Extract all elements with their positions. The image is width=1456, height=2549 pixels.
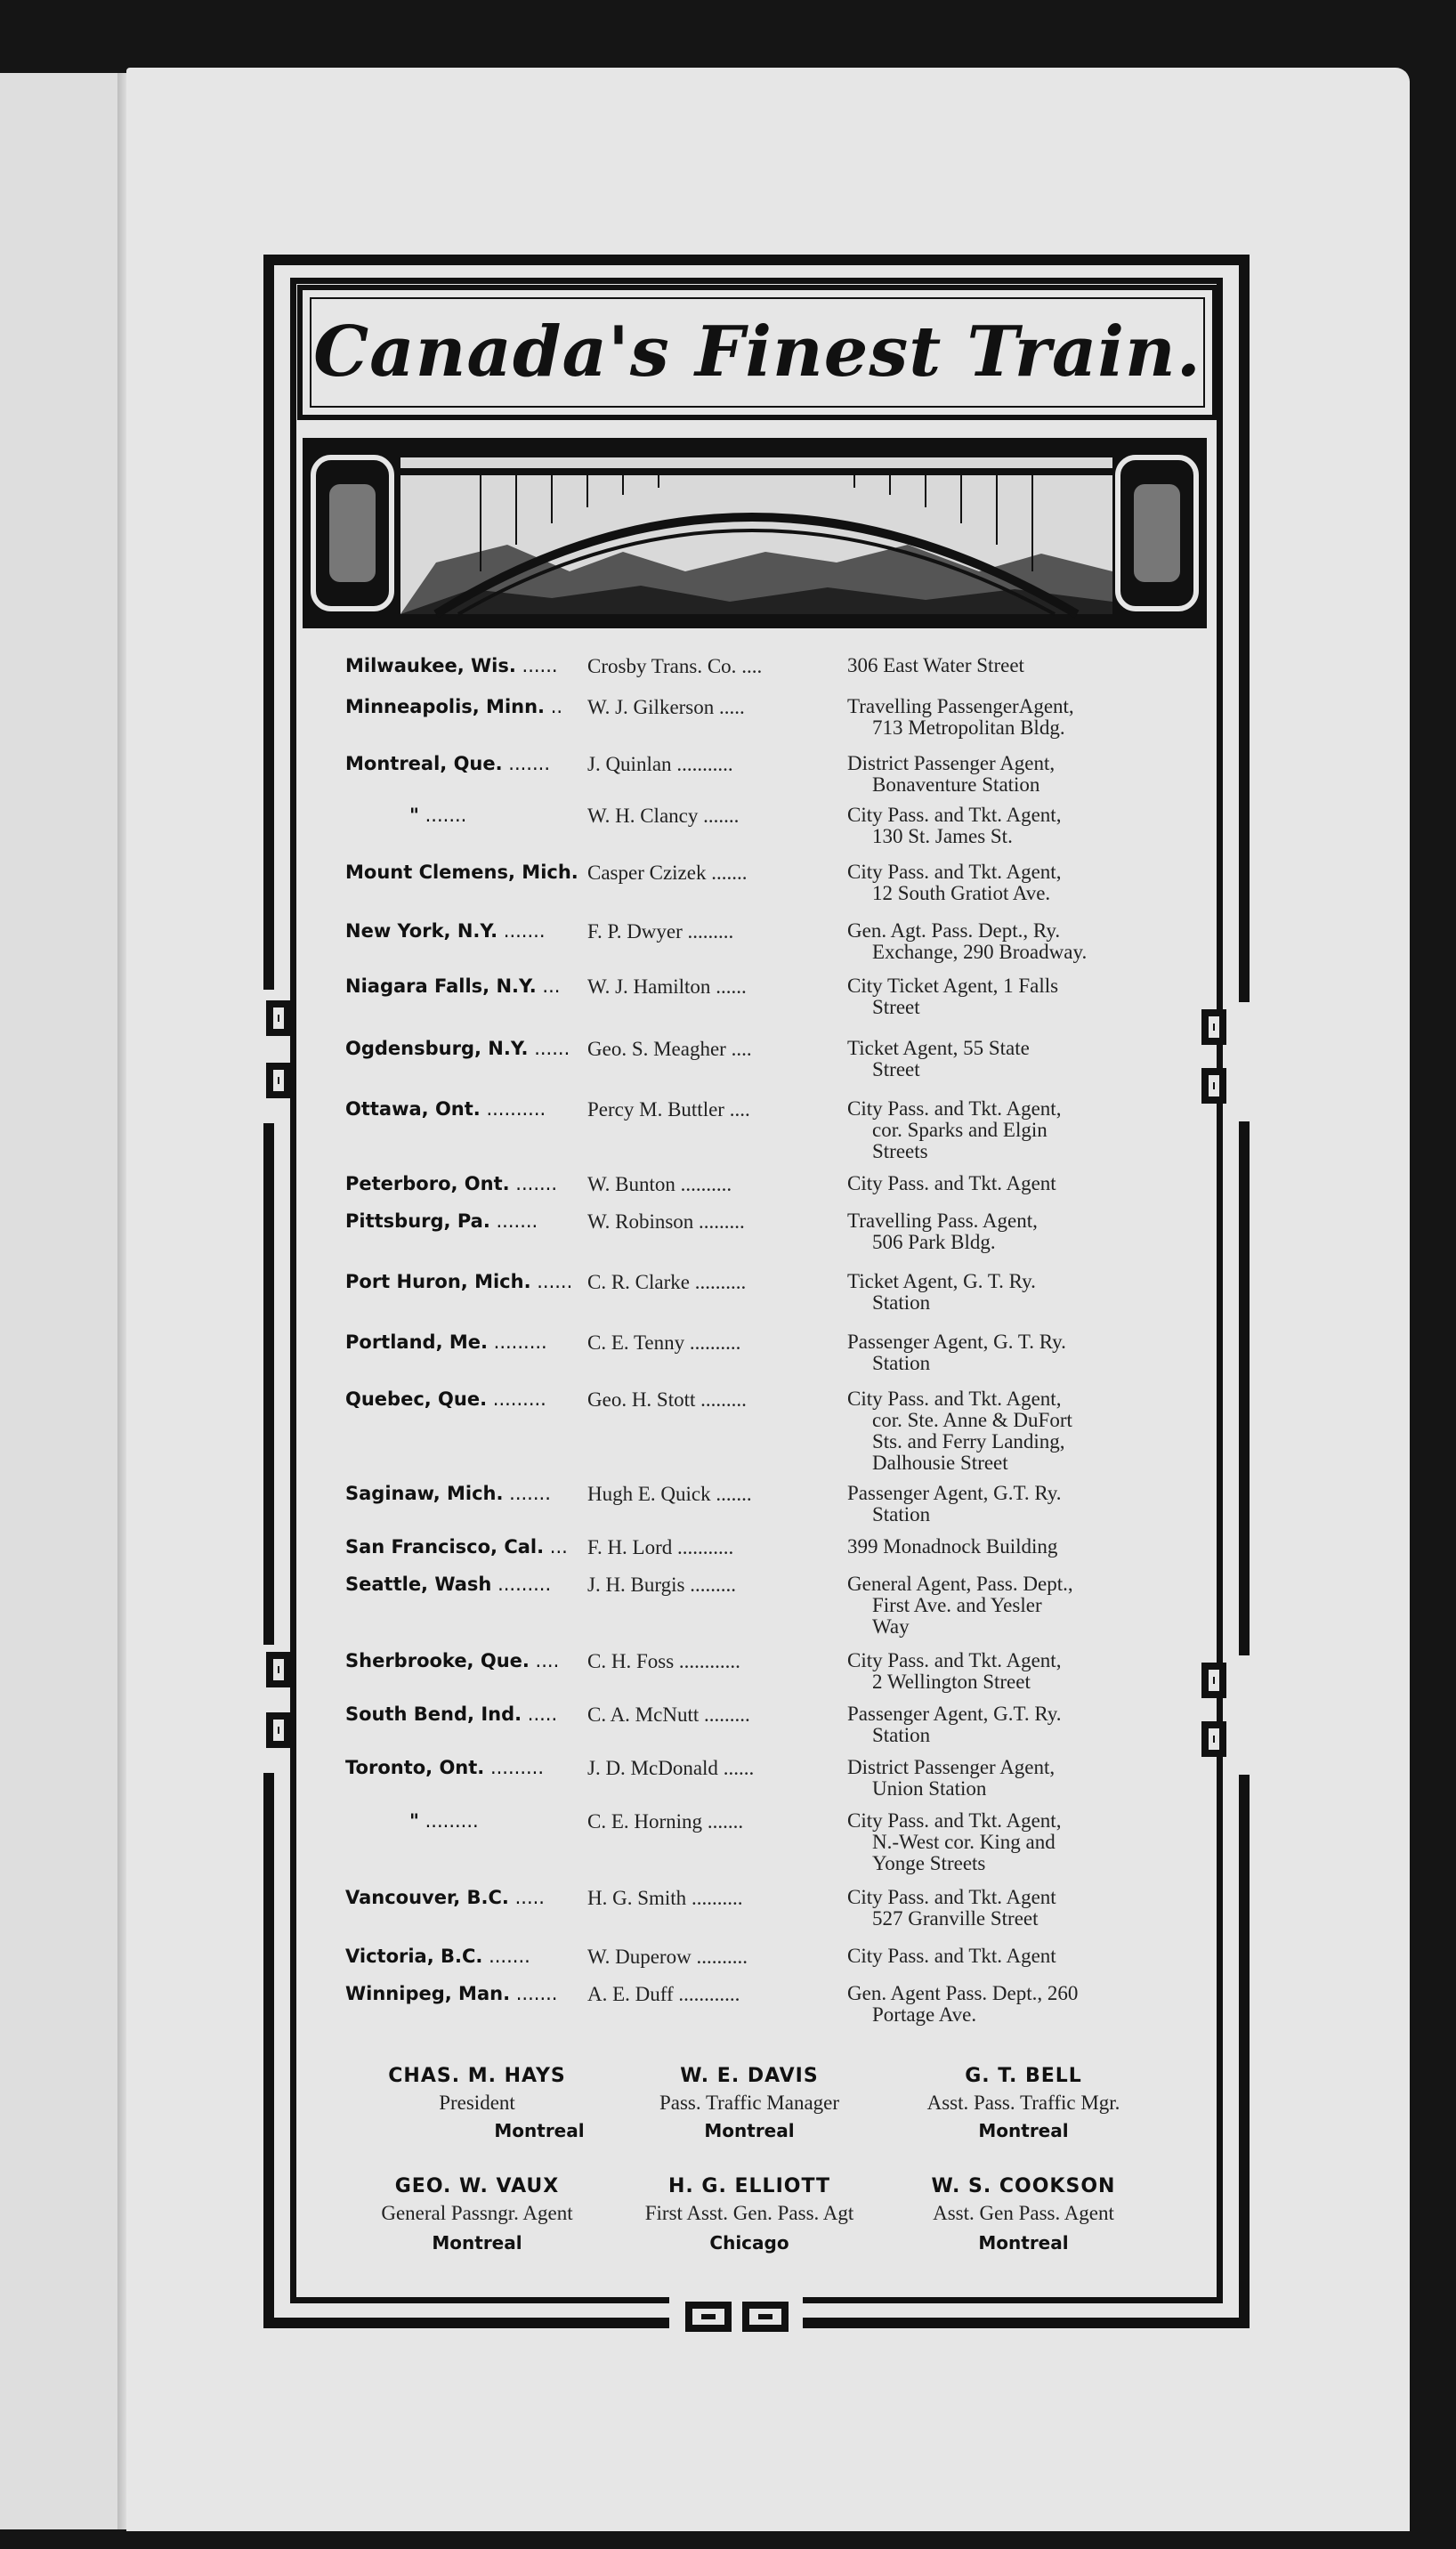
agent-name: Geo. S. Meagher .... bbox=[587, 1038, 752, 1060]
agent-city: Quebec, Que. ......... bbox=[345, 1388, 546, 1410]
official-name: GEO. W. VAUX bbox=[394, 2175, 560, 2197]
agent-title-line: First Ave. and Yesler bbox=[872, 1594, 1042, 1616]
agent-title-line: 506 Park Bldg. bbox=[872, 1231, 996, 1253]
agent-city: San Francisco, Cal. ... bbox=[345, 1536, 568, 1558]
agent-title-line: Passenger Agent, G.T. Ry. bbox=[847, 1703, 1062, 1725]
agent-title bbox=[847, 1331, 1164, 1374]
agent-title bbox=[847, 1946, 1164, 1967]
agent-title bbox=[847, 1574, 1164, 1638]
agent-name: F. P. Dwyer ......... bbox=[587, 920, 734, 943]
dot-leader: .......... bbox=[675, 1173, 732, 1195]
dot-leader: ....... bbox=[509, 1173, 558, 1194]
agent-name: W. J. Hamilton ...... bbox=[587, 975, 747, 998]
dot-leader: ......... bbox=[699, 1703, 750, 1726]
agent-name: C. A. McNutt ......... bbox=[587, 1703, 750, 1726]
left-page bbox=[0, 73, 126, 2529]
agent-title bbox=[847, 1210, 1164, 1253]
agent-title-line: District Passenger Agent, bbox=[847, 752, 1056, 774]
agent-title-line: Sts. and Ferry Landing, bbox=[872, 1430, 1065, 1453]
agent-title-line: City Pass. and Tkt. Agent, bbox=[847, 1809, 1062, 1832]
agent-title bbox=[847, 1038, 1164, 1080]
dot-leader: ......... bbox=[484, 1757, 545, 1778]
dot-leader: .......... bbox=[690, 1271, 747, 1293]
agent-name: Geo. H. Stott ......... bbox=[587, 1388, 747, 1411]
official-name: H. G. ELLIOTT bbox=[668, 2175, 830, 2197]
dot-leader: .......... bbox=[480, 1098, 546, 1120]
agent-title-line: City Pass. and Tkt. Agent, bbox=[847, 804, 1062, 826]
dot-leader: ......... bbox=[418, 1810, 479, 1832]
agent-title-line: Ticket Agent, 55 State bbox=[847, 1037, 1030, 1059]
agent-name: W. Bunton .......... bbox=[587, 1173, 732, 1195]
agent-title-line: Yonge Streets bbox=[872, 1852, 986, 1874]
agent-title bbox=[847, 753, 1164, 796]
official-title: General Passngr. Agent bbox=[381, 2202, 573, 2224]
bridge-illustration bbox=[303, 438, 1207, 628]
page-title: Canada's Finest Train. bbox=[313, 312, 1201, 392]
agent-title-line: City Pass. and Tkt. Agent bbox=[847, 1886, 1056, 1908]
agent-title-line: City Pass. and Tkt. Agent bbox=[847, 1172, 1056, 1194]
ornament-block bbox=[742, 2302, 789, 2332]
agent-title-line: 130 St. James St. bbox=[872, 825, 1013, 847]
dot-leader: ....... bbox=[489, 1210, 538, 1232]
agent-title-line: Station bbox=[872, 1724, 931, 1746]
agent-title-line: Station bbox=[872, 1503, 931, 1525]
agent-city: Victoria, B.C. ....... bbox=[345, 1946, 530, 1967]
agent-title-line: Gen. Agent Pass. Dept., 260 bbox=[847, 1982, 1079, 2004]
agent-title-line: cor. Ste. Anne & DuFort bbox=[872, 1409, 1072, 1431]
official-title: First Asst. Gen. Pass. Agt bbox=[644, 2202, 854, 2224]
dot-leader: .... bbox=[724, 1098, 750, 1121]
official-name: W. E. DAVIS bbox=[680, 2065, 819, 2087]
agent-title-line: 399 Monadnock Building bbox=[847, 1535, 1058, 1558]
dot-leader: ......... bbox=[491, 1574, 552, 1595]
agent-title-line: 306 East Water Street bbox=[847, 654, 1024, 676]
dot-leader: ...... bbox=[515, 655, 558, 676]
agent-title-line: City Pass. and Tkt. Agent, bbox=[847, 1649, 1062, 1671]
dot-leader: .... bbox=[529, 1650, 560, 1671]
dot-leader: ... bbox=[536, 975, 561, 997]
dot-leader: ......... bbox=[695, 1388, 747, 1411]
agent-title bbox=[847, 805, 1164, 847]
agent-city: Niagara Falls, N.Y. ... bbox=[345, 975, 561, 997]
agent-title-line: Bonaventure Station bbox=[872, 773, 1040, 796]
dot-leader: ......... bbox=[693, 1210, 745, 1233]
agent-city: Seattle, Wash ......... bbox=[345, 1574, 552, 1595]
agent-name: J. D. McDonald ...... bbox=[587, 1757, 755, 1779]
agent-title-line: City Pass. and Tkt. Agent bbox=[847, 1945, 1056, 1967]
agent-title-line: City Pass. and Tkt. Agent, bbox=[847, 1388, 1062, 1410]
agent-name: C. E. Horning ....... bbox=[587, 1810, 744, 1833]
dot-leader: ...... bbox=[717, 1757, 755, 1779]
ornament-block bbox=[1201, 1721, 1226, 1757]
agent-title-line: 2 Wellington Street bbox=[872, 1671, 1031, 1693]
ornament-block bbox=[685, 2302, 732, 2332]
dot-leader: ......... bbox=[682, 920, 734, 943]
official-city: Montreal bbox=[432, 2232, 522, 2254]
official-city: Montreal bbox=[494, 2120, 585, 2141]
agent-city: Montreal, Que. ....... bbox=[345, 753, 550, 774]
agent-title-line: Passenger Agent, G. T. Ry. bbox=[847, 1331, 1066, 1353]
agent-title-line: 713 Metropolitan Bldg. bbox=[872, 716, 1065, 739]
dot-leader: .... bbox=[736, 655, 763, 677]
agent-name: F. H. Lord ........... bbox=[587, 1536, 734, 1558]
official-title: President bbox=[439, 2092, 515, 2114]
official-title: Asst. Pass. Traffic Mgr. bbox=[926, 2092, 1120, 2114]
agent-name: W. J. Gilkerson ..... bbox=[587, 696, 745, 718]
dot-leader: ..... bbox=[714, 696, 745, 718]
dot-leader: ....... bbox=[482, 1946, 530, 1967]
agent-city: Minneapolis, Minn. .. bbox=[345, 696, 563, 717]
agent-title-line: General Agent, Pass. Dept., bbox=[847, 1573, 1073, 1595]
agent-name: W. Robinson ......... bbox=[587, 1210, 745, 1233]
agent-name: C. E. Tenny .......... bbox=[587, 1331, 741, 1354]
agent-name: C. H. Foss ............ bbox=[587, 1650, 740, 1672]
dot-leader: ....... bbox=[502, 753, 550, 774]
agent-title bbox=[847, 1887, 1164, 1930]
dot-leader: ......... bbox=[684, 1574, 736, 1596]
agent-title-line: Travelling PassengerAgent, bbox=[847, 695, 1074, 717]
dot-leader: ....... bbox=[702, 1810, 744, 1833]
ornament-block bbox=[266, 1652, 291, 1687]
dot-leader: ....... bbox=[418, 805, 467, 826]
agent-city: Portland, Me. ......... bbox=[345, 1331, 547, 1353]
official-title: Pass. Traffic Manager bbox=[659, 2092, 840, 2114]
official-city: Montreal bbox=[978, 2232, 1069, 2254]
agent-title-line: City Pass. and Tkt. Agent, bbox=[847, 1097, 1062, 1120]
dot-leader: ....... bbox=[706, 862, 748, 884]
agent-title bbox=[847, 1650, 1164, 1693]
agent-title-line: Street bbox=[872, 996, 920, 1018]
agent-title bbox=[847, 1098, 1164, 1162]
dot-leader: ....... bbox=[497, 920, 546, 942]
ornament-block bbox=[266, 1063, 291, 1098]
dot-leader: ..... bbox=[508, 1887, 545, 1908]
agent-title-line: Passenger Agent, G.T. Ry. bbox=[847, 1482, 1062, 1504]
agent-title bbox=[847, 1483, 1164, 1525]
agent-title bbox=[847, 1271, 1164, 1314]
agent-city: South Bend, Ind. ..... bbox=[345, 1703, 558, 1725]
agent-title-line: N.-West cor. King and bbox=[872, 1831, 1056, 1853]
official-city: Montreal bbox=[978, 2120, 1069, 2141]
agent-name: W. Duperow .......... bbox=[587, 1946, 748, 1968]
ornament-block bbox=[266, 1000, 291, 1036]
agent-title-line: Street bbox=[872, 1058, 920, 1080]
agent-name: Percy M. Buttler .... bbox=[587, 1098, 750, 1121]
agent-city: New York, N.Y. ....... bbox=[345, 920, 546, 942]
dot-leader: ............ bbox=[674, 1650, 740, 1672]
agent-title-line: cor. Sparks and Elgin bbox=[872, 1119, 1048, 1141]
agent-city: Ottawa, Ont. .......... bbox=[345, 1098, 546, 1120]
agent-title-line: Travelling Pass. Agent, bbox=[847, 1210, 1038, 1232]
title-box bbox=[297, 285, 1217, 420]
agent-city: Peterboro, Ont. ....... bbox=[345, 1173, 558, 1194]
ornament-block bbox=[1201, 1068, 1226, 1104]
agent-name: Crosby Trans. Co. .... bbox=[587, 655, 763, 677]
agent-title bbox=[847, 655, 1164, 676]
dot-leader: ....... bbox=[710, 1483, 752, 1505]
agent-title-line: Streets bbox=[872, 1140, 928, 1162]
agent-title bbox=[847, 1536, 1164, 1558]
agent-title-line: Station bbox=[872, 1352, 931, 1374]
agent-city: Mount Clemens, Mich. bbox=[345, 862, 578, 883]
ornament-block bbox=[1201, 1663, 1226, 1698]
dot-leader: .... bbox=[725, 1038, 752, 1060]
official-title: Asst. Gen Pass. Agent bbox=[933, 2202, 1114, 2224]
agent-name: J. H. Burgis ......... bbox=[587, 1574, 736, 1596]
agent-title-line: 527 Granville Street bbox=[872, 1907, 1039, 1930]
agent-title bbox=[847, 975, 1164, 1018]
agent-title-line: Ticket Agent, G. T. Ry. bbox=[847, 1270, 1036, 1292]
agent-city: Toronto, Ont. ......... bbox=[345, 1757, 545, 1778]
official-name: W. S. COOKSON bbox=[931, 2175, 1116, 2197]
agent-title-line: Gen. Agt. Pass. Dept., Ry. bbox=[847, 919, 1061, 942]
dot-leader: .. bbox=[545, 696, 563, 717]
agent-city: Winnipeg, Man. ....... bbox=[345, 1983, 558, 2004]
agent-title bbox=[847, 1983, 1164, 2026]
dot-leader: ........... bbox=[672, 1536, 734, 1558]
agent-city: Vancouver, B.C. ..... bbox=[345, 1887, 545, 1908]
agent-city: Ogdensburg, N.Y. ...... bbox=[345, 1038, 570, 1059]
dot-leader: ..... bbox=[522, 1703, 558, 1725]
dot-leader: ............ bbox=[673, 1983, 740, 2005]
agent-title-line: Way bbox=[872, 1615, 910, 1638]
agent-title-line: Dalhousie Street bbox=[872, 1452, 1008, 1474]
agent-title bbox=[847, 1703, 1164, 1746]
dot-leader: ...... bbox=[528, 1038, 570, 1059]
agent-title-line: District Passenger Agent, bbox=[847, 1756, 1056, 1778]
agent-name: A. E. Duff ............ bbox=[587, 1983, 740, 2005]
dot-leader: ...... bbox=[710, 975, 747, 998]
dot-leader: ....... bbox=[503, 1483, 551, 1504]
dot-leader: ...... bbox=[530, 1271, 573, 1292]
official-city: Montreal bbox=[704, 2120, 795, 2141]
dot-leader: .......... bbox=[686, 1887, 743, 1909]
official-name: G. T. BELL bbox=[965, 2065, 1082, 2087]
dot-leader: ......... bbox=[487, 1331, 547, 1353]
agent-title-line: Exchange, 290 Broadway. bbox=[872, 941, 1088, 963]
agent-name: W. H. Clancy ....... bbox=[587, 805, 740, 827]
dot-leader: ... bbox=[544, 1536, 568, 1558]
agent-title bbox=[847, 1810, 1164, 1874]
agent-city: Pittsburg, Pa. ....... bbox=[345, 1210, 538, 1232]
ornament-block bbox=[1201, 1009, 1226, 1045]
agent-title bbox=[847, 1388, 1164, 1474]
dot-leader: ....... bbox=[510, 1983, 558, 2004]
agent-title-line: City Pass. and Tkt. Agent, bbox=[847, 861, 1062, 883]
agent-name: H. G. Smith .......... bbox=[587, 1887, 743, 1909]
agent-name: Casper Czizek ....... bbox=[587, 862, 748, 884]
agent-name: J. Quinlan ........... bbox=[587, 753, 733, 775]
official-name: CHAS. M. HAYS bbox=[388, 2065, 566, 2087]
agent-title bbox=[847, 1757, 1164, 1800]
agent-city: " ....... bbox=[409, 805, 467, 826]
official-city: Chicago bbox=[709, 2232, 789, 2254]
agent-city: Milwaukee, Wis. ...... bbox=[345, 655, 558, 676]
agent-title-line: Station bbox=[872, 1291, 931, 1314]
agent-title bbox=[847, 696, 1164, 739]
agent-title bbox=[847, 862, 1164, 904]
agent-city: Sherbrooke, Que. .... bbox=[345, 1650, 560, 1671]
dot-leader: ........... bbox=[671, 753, 733, 775]
dot-leader: .......... bbox=[691, 1946, 748, 1968]
agent-city: Port Huron, Mich. ...... bbox=[345, 1271, 573, 1292]
agent-title-line: Portage Ave. bbox=[872, 2003, 977, 2026]
dot-leader: ....... bbox=[698, 805, 740, 827]
dot-leader: .......... bbox=[684, 1331, 741, 1354]
agent-title-line: Union Station bbox=[872, 1777, 987, 1800]
ornament-block bbox=[266, 1712, 291, 1748]
agent-city: Saginaw, Mich. ....... bbox=[345, 1483, 551, 1504]
agent-title-line: City Ticket Agent, 1 Falls bbox=[847, 975, 1059, 997]
agent-title bbox=[847, 1173, 1164, 1194]
dot-leader: ......... bbox=[487, 1388, 546, 1410]
agent-city: " ......... bbox=[409, 1810, 479, 1832]
agent-title-line: 12 South Gratiot Ave. bbox=[872, 882, 1051, 904]
agent-name: C. R. Clarke .......... bbox=[587, 1271, 747, 1293]
agent-title bbox=[847, 920, 1164, 963]
agent-name: Hugh E. Quick ....... bbox=[587, 1483, 752, 1505]
